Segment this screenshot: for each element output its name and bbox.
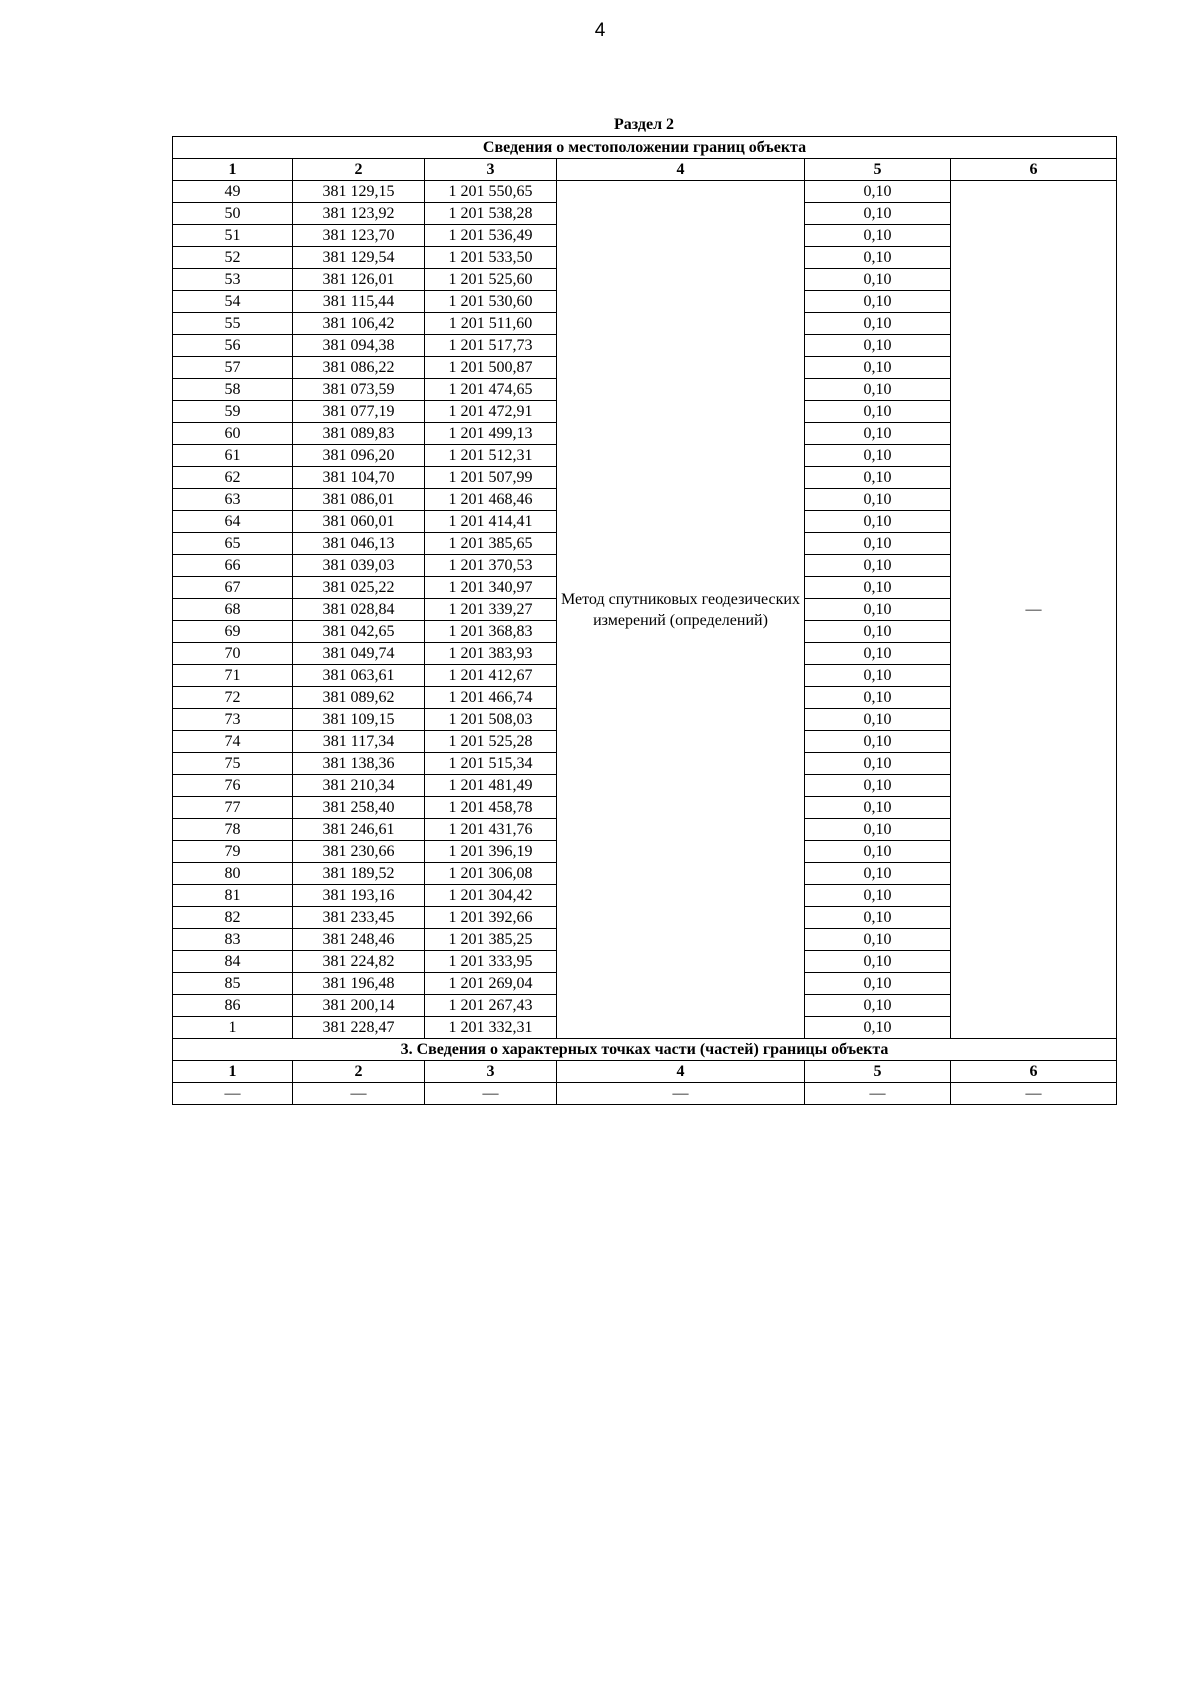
point-number: 67	[173, 577, 293, 599]
column-number: 5	[805, 159, 951, 181]
point-number: 71	[173, 665, 293, 687]
coord-y: 1 201 533,50	[425, 247, 557, 269]
coord-x: 381 138,36	[293, 753, 425, 775]
coord-y: 1 201 515,34	[425, 753, 557, 775]
accuracy-value: 0,10	[805, 599, 951, 621]
point-number: 70	[173, 643, 293, 665]
accuracy-value: 0,10	[805, 709, 951, 731]
accuracy-value: 0,10	[805, 753, 951, 775]
point-number: 68	[173, 599, 293, 621]
coord-y: 1 201 500,87	[425, 357, 557, 379]
coord-y: 1 201 466,74	[425, 687, 557, 709]
coord-y: 1 201 333,95	[425, 951, 557, 973]
coord-x: 381 077,19	[293, 401, 425, 423]
part-column-number: 3	[425, 1061, 557, 1083]
part-cell: —	[173, 1083, 293, 1105]
column-number-row	[173, 159, 1117, 181]
coord-x: 381 073,59	[293, 379, 425, 401]
coord-x: 381 123,70	[293, 225, 425, 247]
boundary-table-body	[173, 137, 1117, 1105]
coord-x: 381 117,34	[293, 731, 425, 753]
part-column-number: 1	[173, 1061, 293, 1083]
coord-x: 381 200,14	[293, 995, 425, 1017]
coord-x: 381 230,66	[293, 841, 425, 863]
accuracy-value: 0,10	[805, 533, 951, 555]
point-number: 86	[173, 995, 293, 1017]
point-number: 55	[173, 313, 293, 335]
table-row	[173, 181, 1117, 203]
coord-x: 381 086,01	[293, 489, 425, 511]
point-number: 79	[173, 841, 293, 863]
coord-x: 381 042,65	[293, 621, 425, 643]
coord-x: 381 106,42	[293, 313, 425, 335]
point-number: 60	[173, 423, 293, 445]
part-cell: —	[425, 1083, 557, 1105]
part-column-number: 2	[293, 1061, 425, 1083]
coord-y: 1 201 332,31	[425, 1017, 557, 1039]
accuracy-value: 0,10	[805, 577, 951, 599]
coord-x: 381 129,15	[293, 181, 425, 203]
point-number: 61	[173, 445, 293, 467]
coord-x: 381 039,03	[293, 555, 425, 577]
part-cell: —	[557, 1083, 805, 1105]
accuracy-value: 0,10	[805, 467, 951, 489]
point-number: 63	[173, 489, 293, 511]
coord-x: 381 049,74	[293, 643, 425, 665]
point-number: 54	[173, 291, 293, 313]
coord-x: 381 063,61	[293, 665, 425, 687]
coord-y: 1 201 550,65	[425, 181, 557, 203]
part-column-number-row	[173, 1061, 1117, 1083]
coord-x: 381 246,61	[293, 819, 425, 841]
coord-x: 381 193,16	[293, 885, 425, 907]
accuracy-value: 0,10	[805, 907, 951, 929]
coord-y: 1 201 269,04	[425, 973, 557, 995]
accuracy-value: 0,10	[805, 665, 951, 687]
coord-x: 381 089,62	[293, 687, 425, 709]
coord-x: 381 025,22	[293, 577, 425, 599]
point-number: 64	[173, 511, 293, 533]
accuracy-value: 0,10	[805, 291, 951, 313]
accuracy-value: 0,10	[805, 731, 951, 753]
col6-cell: —	[951, 181, 1117, 1039]
column-number: 4	[557, 159, 805, 181]
point-number: 1	[173, 1017, 293, 1039]
point-number: 75	[173, 753, 293, 775]
coord-y: 1 201 385,25	[425, 929, 557, 951]
point-number: 53	[173, 269, 293, 291]
coord-x: 381 248,46	[293, 929, 425, 951]
part-cell: —	[805, 1083, 951, 1105]
accuracy-value: 0,10	[805, 335, 951, 357]
point-number: 66	[173, 555, 293, 577]
coord-x: 381 115,44	[293, 291, 425, 313]
accuracy-value: 0,10	[805, 555, 951, 577]
point-number: 84	[173, 951, 293, 973]
accuracy-value: 0,10	[805, 863, 951, 885]
coord-x: 381 126,01	[293, 269, 425, 291]
coord-x: 381 129,54	[293, 247, 425, 269]
part-column-number: 5	[805, 1061, 951, 1083]
coord-x: 381 046,13	[293, 533, 425, 555]
accuracy-value: 0,10	[805, 973, 951, 995]
accuracy-value: 0,10	[805, 687, 951, 709]
accuracy-value: 0,10	[805, 951, 951, 973]
coord-y: 1 201 508,03	[425, 709, 557, 731]
coord-y: 1 201 525,60	[425, 269, 557, 291]
part-column-number: 4	[557, 1061, 805, 1083]
coord-y: 1 201 530,60	[425, 291, 557, 313]
accuracy-value: 0,10	[805, 247, 951, 269]
accuracy-value: 0,10	[805, 643, 951, 665]
accuracy-value: 0,10	[805, 885, 951, 907]
column-number: 2	[293, 159, 425, 181]
coord-y: 1 201 481,49	[425, 775, 557, 797]
boundary-table	[172, 136, 1117, 1105]
point-number: 65	[173, 533, 293, 555]
point-number: 74	[173, 731, 293, 753]
coord-y: 1 201 525,28	[425, 731, 557, 753]
coord-y: 1 201 267,43	[425, 995, 557, 1017]
point-number: 52	[173, 247, 293, 269]
coord-x: 381 096,20	[293, 445, 425, 467]
coord-y: 1 201 507,99	[425, 467, 557, 489]
accuracy-value: 0,10	[805, 929, 951, 951]
coord-y: 1 201 458,78	[425, 797, 557, 819]
coord-y: 1 201 538,28	[425, 203, 557, 225]
main-heading: Сведения о местоположении границ объекта	[173, 137, 1117, 159]
accuracy-value: 0,10	[805, 841, 951, 863]
point-number: 69	[173, 621, 293, 643]
part-cell: —	[293, 1083, 425, 1105]
coord-y: 1 201 396,19	[425, 841, 557, 863]
coord-y: 1 201 412,67	[425, 665, 557, 687]
part-cell: —	[951, 1083, 1117, 1105]
coord-y: 1 201 368,83	[425, 621, 557, 643]
coord-y: 1 201 474,65	[425, 379, 557, 401]
coord-x: 381 086,22	[293, 357, 425, 379]
accuracy-value: 0,10	[805, 775, 951, 797]
accuracy-value: 0,10	[805, 313, 951, 335]
part-data-row	[173, 1083, 1117, 1105]
point-number: 73	[173, 709, 293, 731]
page-number: 4	[594, 20, 606, 41]
column-number: 3	[425, 159, 557, 181]
point-number: 81	[173, 885, 293, 907]
point-number: 80	[173, 863, 293, 885]
point-number: 78	[173, 819, 293, 841]
coord-y: 1 201 340,97	[425, 577, 557, 599]
accuracy-value: 0,10	[805, 995, 951, 1017]
coord-x: 381 233,45	[293, 907, 425, 929]
coord-y: 1 201 472,91	[425, 401, 557, 423]
coord-y: 1 201 468,46	[425, 489, 557, 511]
coord-y: 1 201 385,65	[425, 533, 557, 555]
accuracy-value: 0,10	[805, 225, 951, 247]
coord-x: 381 109,15	[293, 709, 425, 731]
point-number: 56	[173, 335, 293, 357]
point-number: 51	[173, 225, 293, 247]
coord-y: 1 201 499,13	[425, 423, 557, 445]
main-heading-row	[173, 137, 1117, 159]
coord-y: 1 201 339,27	[425, 599, 557, 621]
coord-x: 381 189,52	[293, 863, 425, 885]
coord-x: 381 060,01	[293, 511, 425, 533]
coord-y: 1 201 536,49	[425, 225, 557, 247]
point-number: 85	[173, 973, 293, 995]
accuracy-value: 0,10	[805, 269, 951, 291]
column-number: 1	[173, 159, 293, 181]
accuracy-value: 0,10	[805, 797, 951, 819]
accuracy-value: 0,10	[805, 401, 951, 423]
coord-x: 381 089,83	[293, 423, 425, 445]
accuracy-value: 0,10	[805, 621, 951, 643]
coord-y: 1 201 517,73	[425, 335, 557, 357]
coord-x: 381 196,48	[293, 973, 425, 995]
point-number: 49	[173, 181, 293, 203]
accuracy-value: 0,10	[805, 445, 951, 467]
point-number: 62	[173, 467, 293, 489]
coord-y: 1 201 512,31	[425, 445, 557, 467]
coord-y: 1 201 370,53	[425, 555, 557, 577]
coord-y: 1 201 414,41	[425, 511, 557, 533]
accuracy-value: 0,10	[805, 423, 951, 445]
accuracy-value: 0,10	[805, 379, 951, 401]
coord-y: 1 201 306,08	[425, 863, 557, 885]
coord-y: 1 201 304,42	[425, 885, 557, 907]
coord-x: 381 228,47	[293, 1017, 425, 1039]
point-number: 77	[173, 797, 293, 819]
coord-y: 1 201 383,93	[425, 643, 557, 665]
point-number: 72	[173, 687, 293, 709]
accuracy-value: 0,10	[805, 511, 951, 533]
coord-x: 381 123,92	[293, 203, 425, 225]
coord-x: 381 104,70	[293, 467, 425, 489]
coord-x: 381 210,34	[293, 775, 425, 797]
coord-x: 381 224,82	[293, 951, 425, 973]
part-heading-row	[173, 1039, 1117, 1061]
part-column-number: 6	[951, 1061, 1117, 1083]
coord-y: 1 201 431,76	[425, 819, 557, 841]
point-number: 83	[173, 929, 293, 951]
coord-y: 1 201 511,60	[425, 313, 557, 335]
method-cell: Метод спутниковых геодезических измерений (определений)	[557, 181, 805, 1039]
point-number: 58	[173, 379, 293, 401]
accuracy-value: 0,10	[805, 1017, 951, 1039]
point-number: 59	[173, 401, 293, 423]
accuracy-value: 0,10	[805, 489, 951, 511]
coord-y: 1 201 392,66	[425, 907, 557, 929]
accuracy-value: 0,10	[805, 819, 951, 841]
coord-x: 381 028,84	[293, 599, 425, 621]
part-heading: 3. Сведения о характерных точках части (частей) границы объекта	[173, 1039, 1117, 1061]
point-number: 76	[173, 775, 293, 797]
section-label: Раздел 2	[613, 116, 675, 133]
point-number: 57	[173, 357, 293, 379]
coord-x: 381 258,40	[293, 797, 425, 819]
accuracy-value: 0,10	[805, 357, 951, 379]
point-number: 50	[173, 203, 293, 225]
column-number: 6	[951, 159, 1117, 181]
accuracy-value: 0,10	[805, 181, 951, 203]
accuracy-value: 0,10	[805, 203, 951, 225]
coord-x: 381 094,38	[293, 335, 425, 357]
point-number: 82	[173, 907, 293, 929]
